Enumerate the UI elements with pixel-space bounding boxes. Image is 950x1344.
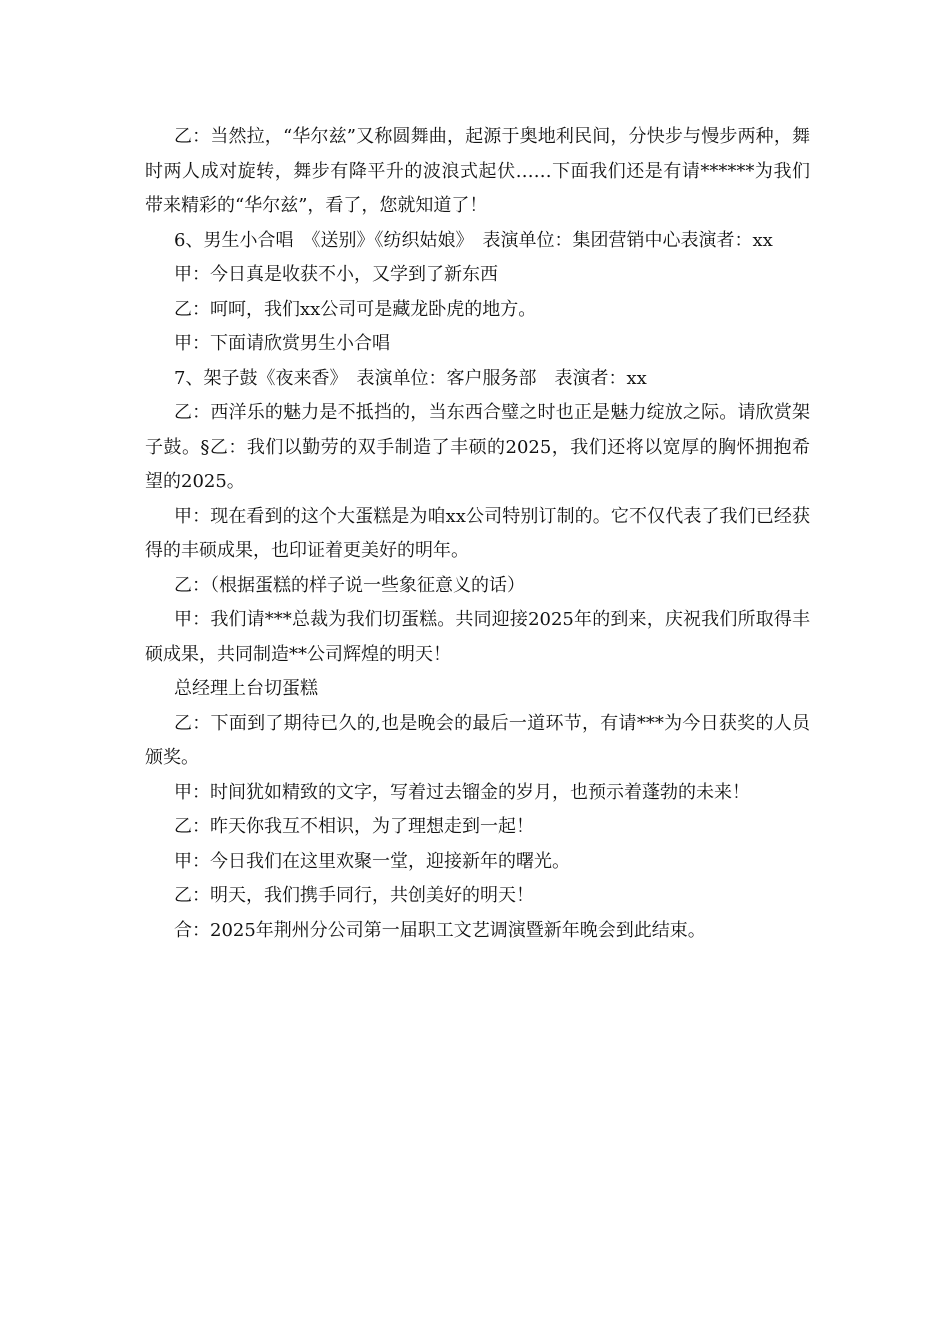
paragraph-jia-4: 甲：我们请***总裁为我们切蛋糕。共同迎接2025年的到来，庆祝我们所取得丰硕成果，共同制造**公司辉煌的明天！ xyxy=(145,609,810,665)
paragraph-jia-5: 甲：时间犹如精致的文字，写着过去镏金的岁月，也预示着蓬勃的未来！ xyxy=(174,781,750,803)
paragraph-yi-4: 乙：下面到了期待已久的,也是晚会的最后一道环节，有请***为今日获奖的人员颁奖。 xyxy=(145,712,810,768)
paragraph-jia-3: 甲：现在看到的这个大蛋糕是为咱xx公司特别订制的。它不仅代表了我们已经获得的丰硕成果，也印证着更美好的明年。 xyxy=(145,505,810,561)
document-body xyxy=(145,120,810,948)
paragraph-yi-2: 乙：西洋乐的魅力是不抵挡的，当东西合璧之时也正是魅力绽放之际。请欣赏架子鼓。§乙：我们以勤劳的双手制造了丰硕的2025，我们还将以宽厚的胸怀拥抱希望的2025。 xyxy=(145,402,810,492)
program-item-7: 7、架子鼓《夜来香》 表演单位：客户服务部 表演者：xx xyxy=(174,367,647,389)
paragraph-jia-2: 甲：下面请欣赏男生小合唱 xyxy=(174,333,390,354)
paragraph-yi-5: 乙：昨天你我互不相识，为了理想走到一起！ xyxy=(174,816,534,837)
stage-direction: 总经理上台切蛋糕 xyxy=(174,678,318,699)
paragraph-jia-6: 甲：今日我们在这里欢聚一堂，迎接新年的曙光。 xyxy=(174,850,570,872)
paragraph-yi-3: 乙：（根据蛋糕的样子说一些象征意义的话） xyxy=(174,574,525,596)
paragraph-yi-1: 乙：呵呵，我们xx公司可是藏龙卧虎的地方。 xyxy=(174,298,537,320)
paragraph-yi-6: 乙：明天，我们携手同行，共创美好的明天！ xyxy=(174,885,534,906)
paragraph-jia-1: 甲：今日真是收获不小，又学到了新东西 xyxy=(174,264,498,285)
paragraph-closing: 合：2025年荆州分公司第一届职工文艺调演暨新年晚会到此结束。 xyxy=(174,919,706,941)
paragraph-waltz-intro: 乙：当然拉，“华尔兹”又称圆舞曲，起源于奥地利民间，分快步与慢步两种，舞时两人成对旋转，舞步有降平升的波浪式起伏……下面我们还是有请******为我们带来精彩的“华尔兹”，看了，您就知道了！ xyxy=(145,126,810,216)
program-item-6: 6、男生小合唱 《送别》《纺织姑娘》 表演单位：集团营销中心表演者：xx xyxy=(174,229,773,251)
